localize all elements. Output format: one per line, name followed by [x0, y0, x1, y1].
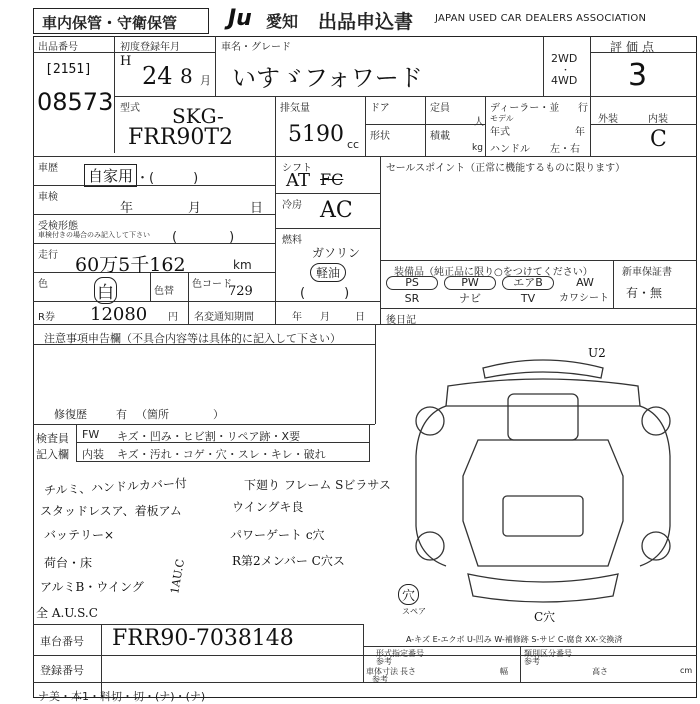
- diagram-rear: [468, 574, 618, 602]
- model-line1: SKG-: [172, 104, 224, 128]
- type-cert-label: 形式指定番号: [376, 649, 424, 658]
- history-rest: ・( ): [136, 171, 199, 186]
- tax-month: 月: [320, 312, 330, 323]
- drive-2wd: 2WD: [551, 52, 578, 65]
- inspector-label: 検査員: [36, 432, 69, 445]
- color-change-label: 色替: [154, 286, 174, 297]
- diagram-windshield: [508, 394, 578, 440]
- registration-month: 8: [180, 64, 193, 88]
- remark-5mid: 1AU.C: [168, 558, 188, 595]
- color-code-label: 色コード: [192, 279, 232, 290]
- diagram-body: [463, 440, 623, 566]
- class-ref: 参考: [524, 657, 540, 666]
- tax-day: 日: [355, 312, 365, 323]
- dealer-year: 年式: [490, 127, 510, 138]
- equip-sr: SR: [404, 292, 420, 305]
- diagram-roof: [483, 360, 603, 378]
- door-label: ドア: [370, 103, 390, 114]
- diagram-wheel-rl: [416, 532, 444, 560]
- remark-2a: スタッドレスア、着板アム: [40, 504, 182, 518]
- tax-year: 年: [292, 312, 302, 323]
- lot-label: 出品番号: [38, 42, 78, 53]
- equip-navi: ナビ: [459, 292, 481, 305]
- warranty-value: 有・無: [626, 286, 663, 300]
- dealer-handle: ハンドル: [490, 144, 530, 155]
- car-name-value: いすゞフォワード: [232, 64, 423, 92]
- interior-check-label: 内装: [82, 448, 104, 461]
- displacement-unit: cc: [347, 138, 360, 151]
- equip-airbag: エアB: [502, 276, 554, 290]
- storage-stamp: [33, 8, 209, 34]
- remark-6: 全 A.U.S.C: [36, 606, 98, 620]
- fw-label: FW: [82, 428, 100, 441]
- ju-logo: Ju: [228, 6, 252, 31]
- reception-label: 受検形態: [38, 221, 78, 232]
- remark-2b: ウイングキ良: [232, 500, 304, 514]
- size-label: 車体寸法: [366, 667, 398, 676]
- registration-year: 24: [142, 62, 173, 90]
- diagram-wheel-fr: [642, 407, 670, 435]
- entry-label: 記入欄: [36, 448, 69, 461]
- load-label: 積載: [430, 131, 450, 142]
- remark-4a: 荷台・床: [44, 556, 93, 570]
- reception-note: 車検付きの場合のみ記入して下さい: [38, 231, 150, 239]
- history-label: 車歴: [38, 163, 58, 174]
- mileage-value: 60万5千162: [75, 254, 186, 276]
- diagram-c-hole: C穴: [534, 610, 556, 624]
- size-unit: cm: [680, 666, 693, 675]
- interior-check-items: キズ・汚れ・コゲ・穴・スレ・キレ・破れ: [117, 448, 326, 461]
- displacement-value: 5190: [288, 122, 344, 147]
- lot-number: 08573: [37, 88, 114, 116]
- color-code-value: 729: [228, 284, 253, 299]
- remark-1b: 下廻り フレーム Sビラサス: [244, 478, 391, 492]
- registration-month-unit: 月: [200, 74, 211, 87]
- sales-point-label: セールスポイント（正常に機能するものに限ります）: [386, 163, 626, 174]
- remark-3a: バッテリー×: [44, 528, 115, 542]
- inspection-month: 月: [188, 201, 202, 216]
- fuel-gasoline: ガソリン: [312, 246, 361, 260]
- remark-1a: チルミ、ハンドルカバー付: [43, 476, 188, 498]
- diagram-spare-label: スペア: [402, 607, 426, 616]
- load-unit: kg: [472, 143, 483, 153]
- tax-label: 名変通知期間: [194, 312, 254, 323]
- fuel-label: 燃料: [282, 235, 302, 246]
- size-width: 幅: [500, 667, 508, 676]
- fuel-diesel: 軽油: [310, 263, 346, 282]
- diagram-wheel-rr: [642, 532, 670, 560]
- color-label: 色: [38, 279, 48, 290]
- diagram-cabin: [503, 496, 583, 536]
- equip-pw: PW: [444, 276, 496, 290]
- repair-label: 修復歴: [54, 408, 87, 421]
- damage-diagram: [408, 346, 698, 614]
- size-height: 高さ: [592, 667, 608, 676]
- grade-value: 3: [628, 58, 648, 93]
- equip-ps: PS: [386, 276, 438, 290]
- remark-3b: パワーゲート c穴: [230, 528, 325, 542]
- drive-dot: ・: [561, 66, 571, 76]
- recycle-unit: 円: [168, 312, 178, 323]
- storage-stamp-text: 車内保管・守衛保管: [42, 14, 178, 32]
- dealer-model: モデル: [490, 114, 514, 123]
- registration-era: H: [120, 54, 132, 69]
- car-name-label: 車名・グレード: [221, 42, 291, 53]
- form-title: 出品申込書: [318, 11, 414, 33]
- equip-tv: TV: [520, 292, 536, 305]
- later-label: 後日記: [386, 315, 416, 326]
- capacity-unit: 人: [474, 117, 484, 128]
- registration-label: 初度登録年月: [120, 42, 180, 53]
- displacement-label: 排気量: [280, 103, 310, 114]
- association-name: JAPAN USED CAR DEALERS ASSOCIATION: [435, 13, 647, 24]
- chassis-label: 車台番号: [40, 635, 84, 648]
- type-cert-ref: 参考: [376, 657, 392, 666]
- diagram-spare-mark: 穴: [398, 584, 419, 605]
- diagram-legend: A-キズ E-エクボ U-凹み W-補修跡 S-サビ C-腐食 XX-交換済: [406, 635, 623, 644]
- interior-label: 内装: [648, 114, 668, 125]
- mileage-unit: km: [233, 258, 252, 272]
- shift-value: AT: [286, 170, 311, 191]
- lot-bracket: [2151]: [45, 62, 92, 77]
- inspection-year: 年: [120, 201, 134, 216]
- size-length: 長さ: [400, 667, 416, 676]
- dealer-year-unit: 年: [575, 127, 585, 138]
- equipment-label: 装備品（純正品に限り○をつけてください）: [394, 267, 593, 278]
- inspection-day: 日: [250, 201, 264, 216]
- repair-value: 有: [116, 408, 127, 421]
- remark-4b: R第2メンバー C穴ス: [232, 554, 345, 568]
- fw-items: キズ・凹み・ヒビ割・リペア跡・X要: [117, 430, 301, 443]
- diagram-u2-mark: U2: [588, 346, 606, 360]
- color-paren: ( ): [300, 286, 350, 301]
- equip-leather-seat: カワシート: [559, 293, 609, 304]
- recycle-value: 12080: [90, 304, 148, 325]
- drive-4wd: 4WD: [551, 74, 578, 87]
- notes-label: 注意事項申告欄（不具合内容等は具体的に記入して下さい）: [44, 332, 341, 345]
- bottom-row-text: ナ美・本1・料切・切・(ナ)・(ナ): [38, 690, 206, 703]
- diagram-wheel-fl: [416, 407, 444, 435]
- history-value: 自家用: [84, 164, 137, 187]
- reception-paren: ( ): [172, 230, 235, 245]
- registration-number-label: 登録番号: [40, 664, 84, 677]
- ac-label: 冷房: [282, 200, 302, 211]
- class-label: 類別区分番号: [524, 649, 572, 658]
- shift-label: シフト: [282, 163, 312, 174]
- dealer-line1: ディーラー・並: [490, 103, 560, 114]
- logo-city: 愛知: [266, 12, 299, 31]
- equip-aw: AW: [576, 276, 594, 289]
- model-line2: FRR90T2: [128, 125, 234, 150]
- exterior-grade: C: [650, 127, 667, 152]
- ac-value: AC: [320, 198, 353, 223]
- model-label: 型式: [120, 103, 140, 114]
- remark-5a: アルミB・ウイング: [40, 580, 144, 594]
- shift-struck: FC: [320, 170, 344, 189]
- grade-label: 評価点: [610, 40, 659, 54]
- repair-rest: （箇所 ）: [136, 408, 224, 421]
- color-value: 白: [94, 277, 117, 304]
- warranty-label: 新車保証書: [622, 267, 672, 278]
- capacity-label: 定員: [430, 103, 450, 114]
- dealer-line4: 行: [578, 103, 588, 114]
- mileage-label: 走行: [38, 250, 58, 261]
- dealer-handle-side: 左・右: [550, 144, 580, 155]
- chassis-value: FRR90-7038148: [112, 626, 294, 651]
- inspection-label: 車検: [38, 192, 58, 203]
- diagram-hood: [446, 379, 640, 406]
- shape-label: 形状: [370, 131, 390, 142]
- exterior-label: 外装: [598, 114, 618, 125]
- recycle-label: R券: [38, 312, 55, 323]
- size-ref: 参考: [372, 675, 388, 684]
